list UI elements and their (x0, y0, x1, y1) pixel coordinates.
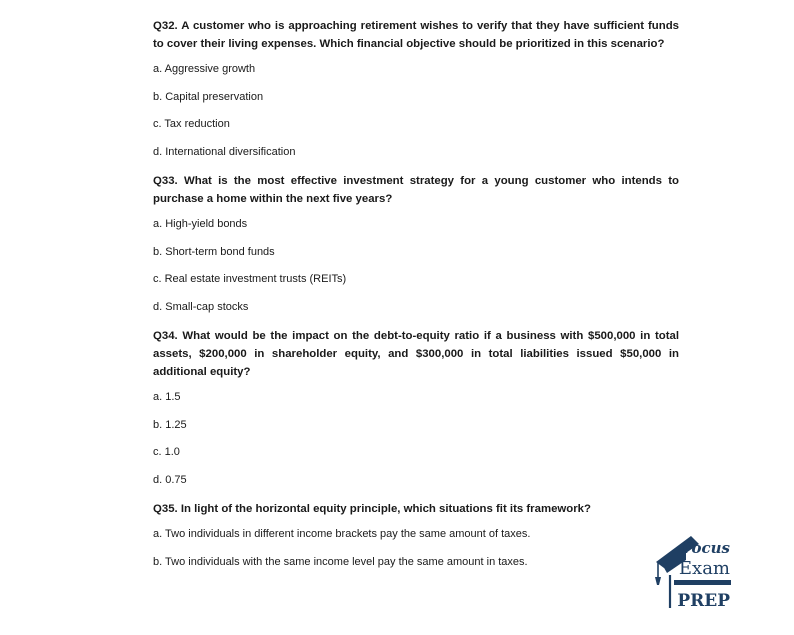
answer-option: d. Small-cap stocks (153, 300, 249, 313)
question-text: Q32. A customer who is approaching retirement wishes to verify that they have sufficient funds to cover their living expenses. Which financial objective should be prioritized in this scenario? (153, 20, 679, 50)
document-body (153, 17, 679, 582)
answer-option: b. Short-term bond funds (153, 245, 275, 258)
answer-option: a. Aggressive growth (153, 63, 256, 75)
answer-option: b. 1.25 (153, 418, 187, 431)
logo-exam-text: Exam (678, 558, 730, 579)
question-text: Q34. What would be the impact on the debt-to-equity ratio if a business with $500,000 in total assets, $200,000 in shareholder equity, and $300,000 in total liabilities issued $50,000 in additional equity? (153, 330, 679, 378)
answer-option: c. 1.0 (153, 446, 180, 458)
answer-option: d. International diversification (153, 145, 296, 158)
answer-option: c. Tax reduction (153, 118, 230, 130)
question-text: Q35. In light of the horizontal equity principle, which situations fit its framework? (153, 503, 591, 515)
focus-exam-prep-logo (653, 533, 735, 615)
answer-option: a. Two individuals in different income brackets pay the same amount of taxes. (153, 528, 531, 540)
answer-option: b. Two individuals with the same income level pay the same amount in taxes. (153, 555, 528, 568)
logo-focus-text: Focus (681, 539, 730, 557)
question-block-q32 (153, 17, 679, 159)
answer-option: a. High-yield bonds (153, 218, 248, 230)
question-block-q33 (153, 172, 679, 314)
answer-option: c. Real estate investment trusts (REITs) (153, 273, 347, 285)
answer-option: d. 0.75 (153, 473, 187, 486)
question-block-q35 (153, 500, 679, 569)
question-block-q34 (153, 327, 679, 487)
logo-prep-text: PREP (677, 591, 730, 611)
answer-option: b. Capital preservation (153, 90, 264, 103)
question-text: Q33. What is the most effective investment strategy for a young customer who intends to purchase a home within the next five years? (153, 175, 679, 205)
logo-divider (674, 580, 731, 585)
logo-graphic (653, 533, 735, 615)
answer-option: a. 1.5 (153, 391, 181, 403)
